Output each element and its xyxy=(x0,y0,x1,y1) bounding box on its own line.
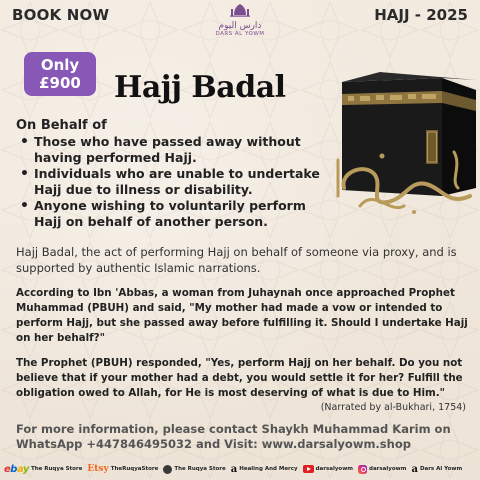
on-behalf-heading: On Behalf of xyxy=(16,118,107,133)
etsy-icon: Etsy xyxy=(87,464,109,474)
hajj-year-label: HAJJ - 2025 xyxy=(374,6,468,24)
amazon-store-label-2: Dars Al Yowm xyxy=(419,466,463,472)
reasons-list xyxy=(20,134,320,230)
amazon-store-link-1[interactable] xyxy=(231,464,298,475)
etsy-store-link[interactable] xyxy=(87,464,158,474)
narration-citation: (Narrated by al-Bukhari, 1754) xyxy=(320,402,466,413)
footer-store-links xyxy=(4,460,476,478)
list-item: • Those who have passed away without having performed Hajj. xyxy=(20,134,320,166)
youtube-label: darsalyowm xyxy=(315,466,354,472)
intro-paragraph: Hajj Badal, the act of performing Hajj on behalf of someone via proxy, and is supported by authentic Islamic narrations. xyxy=(16,245,457,275)
ruqya-store-icon xyxy=(163,465,172,474)
hadith-paragraph-1: According to Ibn 'Abbas, a woman from Juhaynah once approached Prophet Muhammad (PBUH) and said, "My mother had made a vow or intended to perform Hajj, but she passed away before fulfilling it. Should I undertake Hajj on her behalf?" xyxy=(16,287,468,344)
etsy-store-label: TheRuqyaStore xyxy=(110,466,159,472)
amazon-store-label-1: Healing And Mercy xyxy=(239,466,298,472)
price-badge-line1: Only xyxy=(40,56,80,74)
kaaba-illustration xyxy=(330,56,480,216)
book-now-label: BOOK NOW xyxy=(12,6,110,24)
dars-al-yowm-logo xyxy=(210,2,270,37)
amazon-icon: a xyxy=(411,463,418,475)
youtube-icon xyxy=(303,465,314,473)
price-badge-amount: £900 xyxy=(39,74,81,92)
ruqya-store-link[interactable] xyxy=(163,465,225,474)
youtube-link[interactable] xyxy=(303,465,353,473)
price-badge xyxy=(24,52,96,96)
contact-paragraph: For more information, please contact Shaykh Muhammad Karim on WhatsApp +447846495032 and Visit: www.darsalyowm.shop xyxy=(16,422,451,451)
ruqya-store-label: The Ruqya Store xyxy=(174,466,226,472)
amazon-store-link-2[interactable] xyxy=(411,464,462,475)
ebay-store-label: The Ruqya Store xyxy=(30,466,83,472)
instagram-icon xyxy=(358,465,367,474)
ebay-icon: ebay xyxy=(4,463,29,475)
logo-arabic-text: دارس اليوم xyxy=(218,21,262,31)
instagram-label: darsalyowm xyxy=(369,466,407,472)
logo-text: DARS AL YOWM xyxy=(215,31,265,37)
list-item: • Individuals who are unable to undertake Hajj due to illness or disability. xyxy=(20,166,320,198)
mosque-dome-icon xyxy=(229,3,251,17)
hadith-paragraph-2: The Prophet (PBUH) responded, "Yes, perform Hajj on her behalf. Do you not believe that if your mother had a debt, you would settle it for her? Fulfill the obligation owed to Allah, for He is most deserving of what is due to Him." xyxy=(16,357,463,399)
amazon-icon: a xyxy=(230,463,238,475)
list-item: • Anyone wishing to voluntarily perform Hajj on behalf of another person. xyxy=(20,198,320,230)
instagram-link[interactable] xyxy=(358,465,406,474)
ebay-store-link[interactable] xyxy=(4,464,82,475)
page-title: Hajj Badal xyxy=(114,70,286,105)
